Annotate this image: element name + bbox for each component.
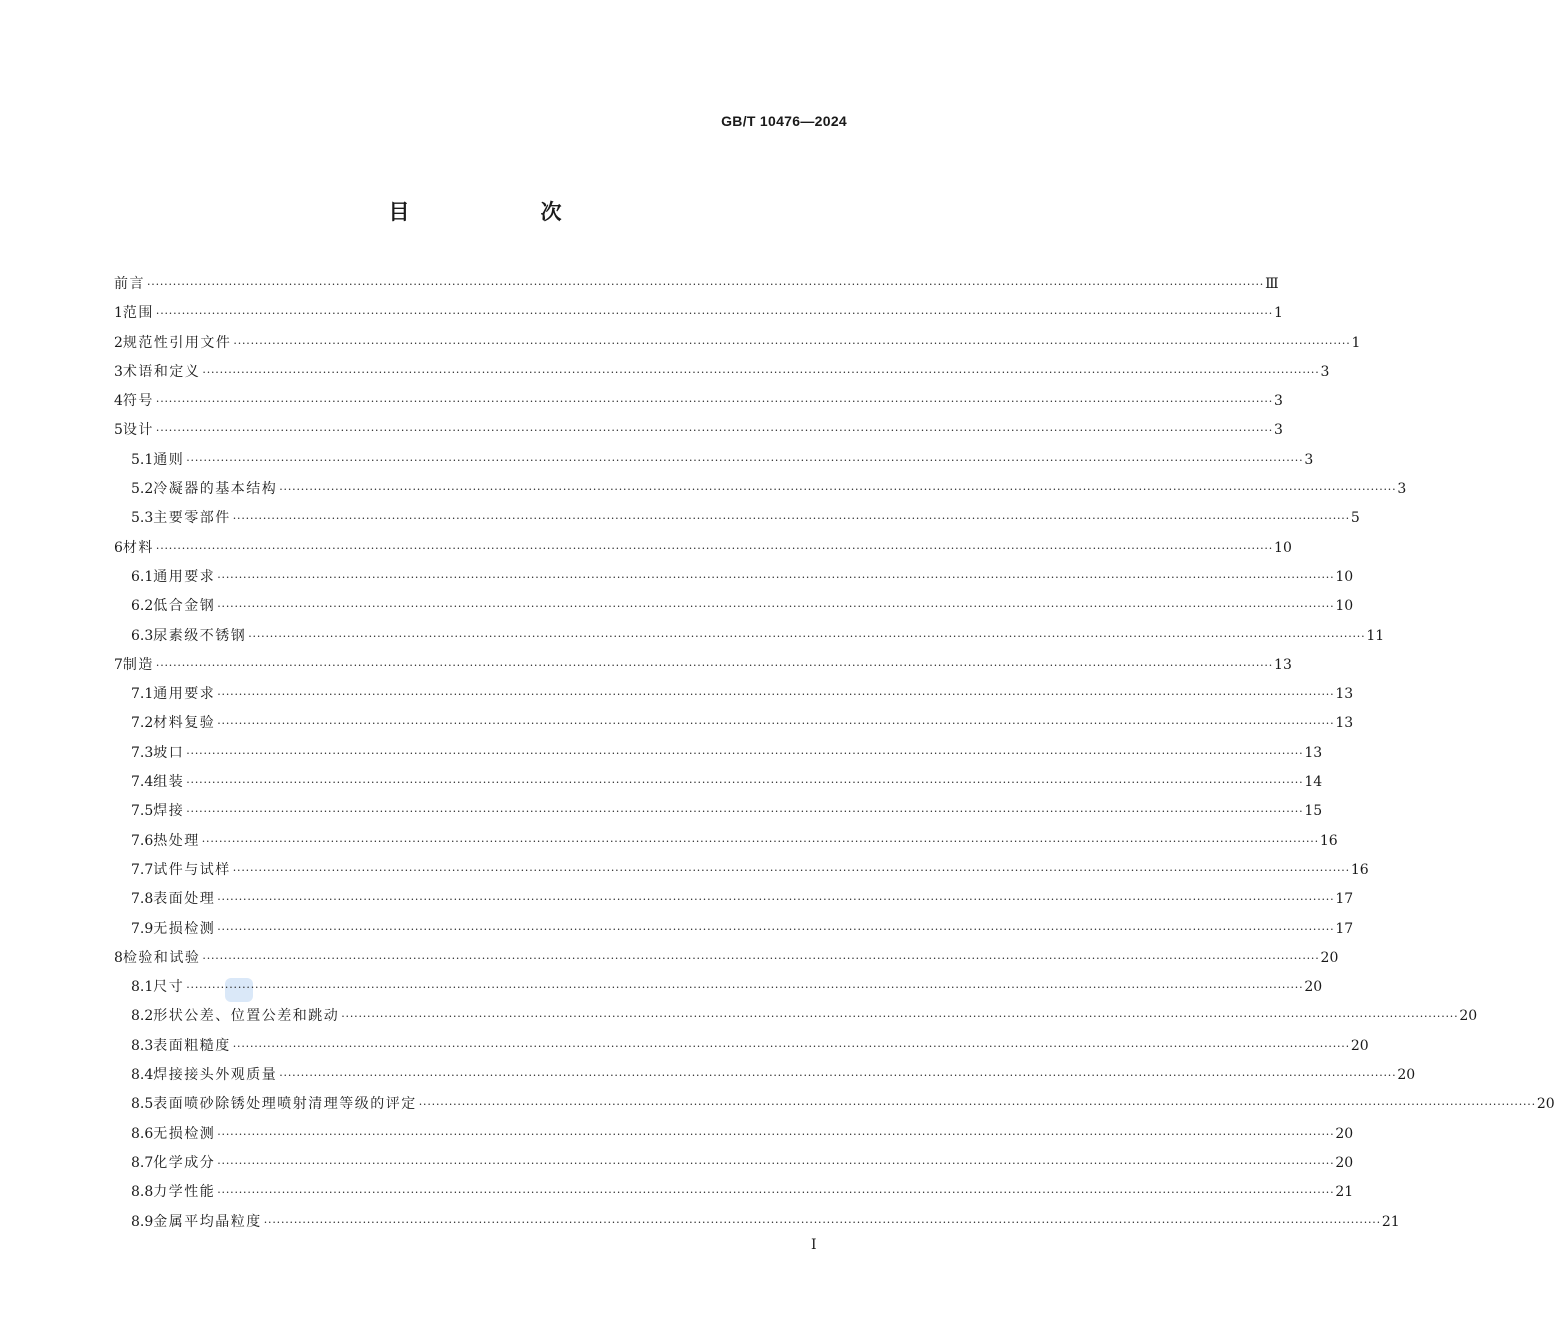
toc-entry[interactable] — [114, 270, 1279, 299]
toc-entry-label: 主要零部件 — [153, 510, 231, 527]
toc-entry[interactable] — [114, 915, 1354, 944]
toc-entry-number: 5 — [114, 422, 123, 439]
toc-dot-leader: ···································································································································································································································································· — [217, 1186, 1335, 1200]
toc-entry-page: 20 — [1459, 1008, 1478, 1025]
toc-entry-number: 8.7 — [131, 1154, 154, 1171]
toc-dot-leader: ···································································································································································································································································· — [201, 834, 1319, 848]
toc-dot-leader: ···································································································································································································································································· — [248, 629, 1366, 643]
toc-entry-page: 10 — [1335, 568, 1354, 585]
toc-entry-page: Ⅲ — [1265, 276, 1279, 292]
toc-entry[interactable] — [114, 1149, 1354, 1178]
toc-entry-label: 设计 — [122, 422, 154, 439]
toc-dot-leader: ···································································································································································································································································· — [186, 805, 1304, 819]
toc-entry-label: 无损检测 — [153, 920, 216, 937]
toc-entry-number: 7.4 — [131, 774, 154, 791]
toc-entry-page: 3 — [1274, 393, 1283, 410]
toc-entry-label: 尺寸 — [153, 979, 185, 996]
toc-entry-label: 坡口 — [153, 744, 185, 761]
toc-entry[interactable] — [114, 1002, 1478, 1031]
toc-entry-page: 20 — [1335, 1125, 1354, 1142]
toc-entry-label: 材料 — [122, 539, 154, 556]
toc-entry-label: 组装 — [153, 774, 185, 791]
toc-dot-leader: ···································································································································································································································································· — [263, 1215, 1381, 1229]
toc-entry[interactable] — [114, 475, 1407, 504]
toc-entry-label: 力学性能 — [153, 1184, 216, 1201]
toc-entry[interactable] — [114, 739, 1323, 768]
toc-entry-number: 5.3 — [131, 510, 154, 527]
toc-entry-page: 20 — [1350, 1037, 1369, 1054]
toc-entry-page: 17 — [1335, 891, 1354, 908]
toc-entry[interactable] — [114, 592, 1354, 621]
toc-entry[interactable] — [114, 416, 1283, 445]
toc-entry-page: 14 — [1304, 774, 1323, 791]
toc-entry-label: 金属平均晶粒度 — [153, 1213, 262, 1230]
toc-entry-page: 1 — [1351, 334, 1361, 351]
toc-entry-page: 21 — [1335, 1184, 1354, 1201]
toc-dot-leader: ···································································································································································································································································· — [217, 688, 1335, 702]
toc-entry-page: 13 — [1274, 656, 1292, 673]
toc-entry[interactable] — [114, 446, 1314, 475]
toc-entry[interactable] — [114, 944, 1339, 973]
toc-entry-page: 20 — [1536, 1096, 1555, 1113]
page-title: 目 次 — [388, 200, 617, 224]
toc-dot-leader: ···································································································································································································································································· — [186, 981, 1304, 995]
toc-entry-label: 材料复验 — [153, 715, 216, 732]
toc-entry-label: 术语和定义 — [122, 363, 201, 380]
toc-entry-number: 8.5 — [131, 1096, 154, 1113]
toc-entry-number: 8.6 — [131, 1125, 154, 1142]
toc-entry[interactable] — [114, 973, 1323, 1002]
toc-entry[interactable] — [114, 768, 1323, 797]
toc-entry[interactable] — [114, 504, 1360, 533]
toc-dot-leader: ···································································································································································································································································· — [202, 951, 1320, 965]
toc-entry[interactable] — [114, 651, 1292, 680]
toc-entry-label: 符号 — [122, 393, 154, 410]
toc-entry-label: 冷凝器的基本结构 — [153, 481, 278, 498]
toc-entry-label: 试件与试样 — [153, 861, 231, 878]
toc-dot-leader: ···································································································································································································································································· — [155, 541, 1274, 555]
toc-entry-number: 3 — [114, 363, 123, 380]
toc-entry-number: 8.1 — [131, 979, 154, 996]
toc-entry-page: 13 — [1335, 715, 1354, 732]
toc-entry-label: 规范性引用文件 — [122, 334, 232, 351]
toc-entry-page: 10 — [1335, 598, 1354, 615]
toc-entry[interactable] — [114, 797, 1323, 826]
toc-entry[interactable] — [114, 329, 1361, 358]
toc-entry-number: 5.1 — [131, 451, 154, 468]
toc-entry[interactable] — [114, 1208, 1400, 1237]
toc-entry[interactable] — [114, 534, 1292, 563]
toc-entry-page: 16 — [1350, 861, 1369, 878]
toc-entry-label: 焊接 — [153, 803, 185, 820]
toc-entry-number: 8.8 — [131, 1184, 154, 1201]
toc-entry-number: 5.2 — [131, 481, 154, 498]
toc-entry-label: 表面喷砂除锈处理喷射清理等级的评定 — [153, 1096, 417, 1113]
toc-dot-leader: ···································································································································································································································································· — [418, 1098, 1536, 1112]
toc-dot-leader: ···································································································································································································································································· — [232, 863, 1350, 877]
toc-entry-label: 低合金钢 — [153, 598, 216, 615]
toc-entry-page: 11 — [1366, 627, 1385, 644]
toc-dot-leader: ···································································································································································································································································· — [217, 570, 1335, 584]
toc-entry[interactable] — [114, 563, 1354, 592]
toc-dot-leader: ···································································································································································································································································· — [341, 1010, 1459, 1024]
toc-entry-number: 7.6 — [131, 832, 154, 849]
toc-entry[interactable] — [114, 885, 1354, 914]
toc-entry-page: 5 — [1350, 510, 1360, 527]
toc-entry[interactable] — [114, 709, 1354, 738]
toc-entry[interactable] — [114, 680, 1354, 709]
toc-dot-leader: ···································································································································································································································································· — [155, 395, 1274, 409]
toc-entry-page: 17 — [1335, 920, 1354, 937]
toc-entry-number: 6.3 — [131, 627, 154, 644]
standard-code: GB/T 10476—2024 — [721, 113, 847, 129]
table-of-contents — [114, 270, 1555, 1237]
toc-entry-number: 8.3 — [131, 1037, 154, 1054]
toc-entry-number: 7.5 — [131, 803, 154, 820]
toc-entry[interactable] — [114, 299, 1283, 328]
toc-entry-page: 13 — [1335, 686, 1354, 703]
toc-dot-leader: ···································································································································································································································································· — [186, 776, 1304, 790]
toc-entry-page: 3 — [1304, 451, 1314, 468]
toc-dot-leader: ···································································································································································································································································· — [217, 1156, 1335, 1170]
toc-dot-leader: ···································································································································································································································································· — [217, 1127, 1335, 1141]
toc-entry-page: 1 — [1274, 305, 1283, 322]
toc-entry-number: 7.1 — [131, 686, 154, 703]
toc-entry-page: 10 — [1274, 539, 1292, 556]
toc-entry-page: 3 — [1274, 422, 1283, 439]
toc-dot-leader: ···································································································································································································································································· — [233, 336, 1351, 350]
toc-entry-number: 6.2 — [131, 598, 154, 615]
toc-entry-number: 6 — [114, 539, 123, 556]
toc-dot-leader: ···································································································································································································································································· — [186, 453, 1304, 467]
toc-entry-number: 7.2 — [131, 715, 154, 732]
toc-dot-leader: ···································································································································································································································································· — [279, 1069, 1397, 1083]
toc-entry-number: 8.4 — [131, 1067, 154, 1084]
toc-entry-label: 表面处理 — [153, 891, 216, 908]
toc-entry[interactable] — [114, 856, 1369, 885]
toc-entry-page: 21 — [1381, 1213, 1400, 1230]
toc-entry-label: 化学成分 — [153, 1154, 216, 1171]
toc-entry-label: 尿素级不锈钢 — [153, 627, 247, 644]
toc-entry-label: 焊接接头外观质量 — [153, 1067, 278, 1084]
toc-entry-label: 范围 — [122, 305, 154, 322]
toc-entry-number: 1 — [114, 305, 123, 322]
toc-entry-label: 检验和试验 — [122, 949, 201, 966]
toc-dot-leader: ···································································································································································································································································· — [186, 746, 1304, 760]
toc-entry-number: 7.9 — [131, 920, 154, 937]
toc-entry-number: 6.1 — [131, 568, 154, 585]
toc-entry-label: 制造 — [122, 656, 154, 673]
toc-entry-label: 形状公差、位置公差和跳动 — [153, 1008, 340, 1025]
toc-entry-number: 7.7 — [131, 861, 154, 878]
toc-entry-number: 2 — [114, 334, 123, 351]
toc-entry-number: 8.2 — [131, 1008, 154, 1025]
toc-entry-label: 通用要求 — [153, 568, 216, 585]
toc-dot-leader: ···································································································································································································································································· — [155, 307, 1274, 321]
toc-entry-number: 7.3 — [131, 744, 154, 761]
toc-dot-leader: ···································································································································································································································································· — [155, 658, 1274, 672]
toc-dot-leader: ···································································································································································································································································· — [217, 600, 1335, 614]
toc-entry[interactable] — [114, 827, 1338, 856]
toc-entry-number: 4 — [114, 393, 123, 410]
toc-entry-label: 通用要求 — [153, 686, 216, 703]
toc-entry-page: 20 — [1304, 979, 1323, 996]
toc-entry[interactable] — [114, 358, 1330, 387]
toc-entry-label: 表面粗糙度 — [153, 1037, 231, 1054]
toc-entry-label: 无损检测 — [153, 1125, 216, 1142]
toc-entry-page: 20 — [1397, 1067, 1416, 1084]
toc-entry[interactable] — [114, 1032, 1369, 1061]
toc-entry[interactable] — [114, 387, 1283, 416]
toc-dot-leader: ···································································································································································································································································· — [147, 278, 1265, 291]
toc-dot-leader: ···································································································································································································································································· — [217, 922, 1335, 936]
toc-dot-leader: ···································································································································································································································································· — [232, 1039, 1350, 1053]
toc-dot-leader: ···································································································································································································································································· — [202, 365, 1320, 379]
toc-entry-number: 8.9 — [131, 1213, 154, 1230]
toc-entry-page: 13 — [1304, 744, 1323, 761]
toc-entry-label: 通则 — [153, 451, 185, 468]
toc-dot-leader: ···································································································································································································································································· — [279, 483, 1397, 497]
toc-entry[interactable] — [114, 1178, 1354, 1207]
toc-entry-label: 前言 — [114, 276, 145, 292]
toc-entry-page: 16 — [1319, 832, 1338, 849]
page-number: Ⅰ — [811, 1237, 817, 1253]
toc-entry[interactable] — [114, 1120, 1354, 1149]
toc-entry[interactable] — [114, 1061, 1416, 1090]
toc-entry[interactable] — [114, 1090, 1555, 1119]
toc-entry-number: 7.8 — [131, 891, 154, 908]
toc-entry-page: 20 — [1335, 1154, 1354, 1171]
toc-entry-page: 15 — [1304, 803, 1323, 820]
toc-entry-number: 7 — [114, 656, 123, 673]
toc-dot-leader: ···································································································································································································································································· — [217, 717, 1335, 731]
toc-entry-label: 热处理 — [153, 832, 200, 849]
toc-entry-page: 20 — [1320, 949, 1339, 966]
toc-entry-page: 3 — [1397, 481, 1407, 498]
toc-entry[interactable] — [114, 622, 1385, 651]
toc-dot-leader: ···································································································································································································································································· — [217, 893, 1335, 907]
toc-entry-page: 3 — [1320, 363, 1330, 380]
toc-dot-leader: ···································································································································································································································································· — [232, 512, 1350, 526]
toc-dot-leader: ···································································································································································································································································· — [155, 424, 1274, 438]
toc-entry-number: 8 — [114, 949, 123, 966]
